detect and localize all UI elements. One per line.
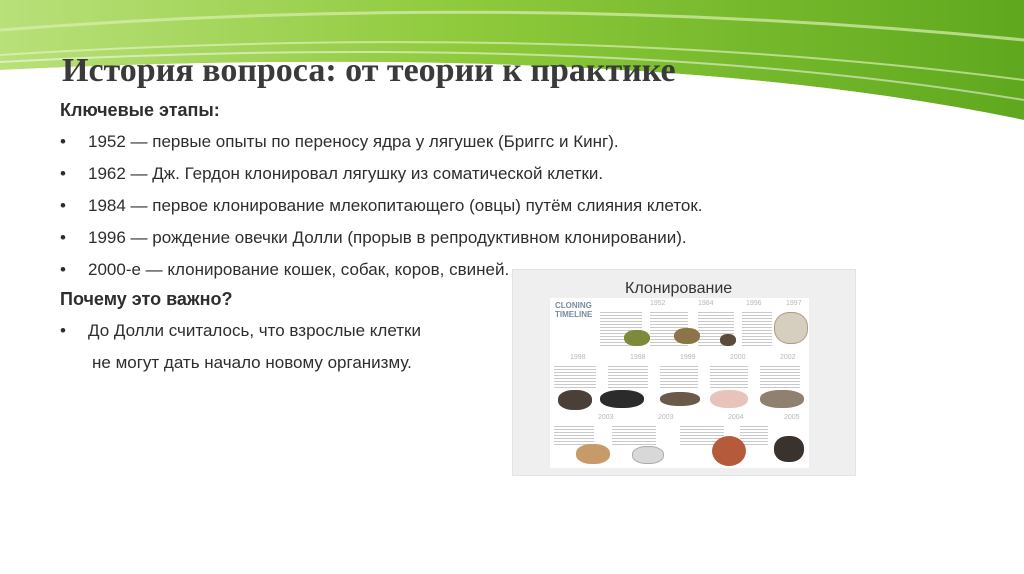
bullet-icon: • — [60, 228, 66, 247]
year-label: 1984 — [698, 300, 714, 307]
why-text-cont: не могут дать начало новому организму. — [92, 353, 412, 372]
year-label: 1996 — [746, 300, 762, 307]
milestone-text: 1996 — рождение овечки Долли (прорыв в репродуктивном клонировании). — [88, 228, 687, 247]
year-label: 1997 — [786, 300, 802, 307]
sheep-image — [774, 312, 808, 344]
year-label: 2000 — [730, 354, 746, 361]
list-item — [60, 131, 820, 153]
pigs-image — [710, 390, 748, 408]
milestone-text: 1962 — Дж. Гердон клонировал лягушку из соматической клетки. — [88, 164, 604, 183]
horse-image — [576, 444, 610, 464]
bullet-icon: • — [60, 164, 66, 183]
key-stages-heading: Ключевые этапы: — [60, 100, 220, 120]
timeline-text — [742, 310, 772, 348]
timeline-text — [710, 364, 748, 388]
timeline-graphic — [550, 298, 809, 468]
year-label: 2004 — [728, 414, 744, 421]
milestone-text: 1952 — первые опыты по переносу ядра у лягушек (Бриггс и Кинг). — [88, 132, 619, 151]
cows-image — [600, 390, 644, 408]
dog-image — [774, 436, 804, 462]
year-label: 1999 — [680, 354, 696, 361]
year-label: 1952 — [650, 300, 666, 307]
year-label: 2003 — [598, 414, 614, 421]
cat-image — [760, 390, 804, 408]
year-label: 2003 — [658, 414, 674, 421]
milestone-text: 2000-е — клонирование кошек, собак, коров, свиней. — [88, 260, 510, 279]
figure-title: Клонирование — [625, 280, 733, 297]
why-text: До Долли считалось, что взрослые клетки — [88, 321, 421, 340]
timeline-text — [554, 364, 596, 388]
bullet-icon: • — [60, 132, 66, 151]
dish-image — [712, 436, 746, 466]
timeline-text — [760, 364, 800, 388]
year-label: 1998 — [570, 354, 586, 361]
goats-image — [660, 392, 700, 406]
bullet-icon: • — [60, 196, 66, 215]
frog-image — [624, 330, 650, 346]
timeline-text — [608, 364, 648, 388]
milestone-text: 1984 — первое клонирование млекопитающего (овцы) путём слияния клеток. — [88, 196, 703, 215]
list-item — [60, 195, 820, 217]
why-heading: Почему это важно? — [60, 289, 233, 309]
list-item — [60, 163, 820, 185]
animal-image — [558, 390, 592, 410]
list-item — [60, 227, 820, 249]
timeline-text — [612, 424, 656, 446]
timeline-label: CLONING TIMELINE — [555, 301, 593, 319]
year-label: 2002 — [780, 354, 796, 361]
rat-image — [632, 446, 664, 464]
mouse-image — [720, 334, 736, 346]
bullet-icon: • — [60, 321, 66, 340]
slide-title: История вопроса: от теории к практике — [62, 52, 676, 89]
cloning-timeline-image — [512, 269, 856, 476]
timeline-text — [740, 424, 768, 446]
milestones-list — [60, 131, 820, 281]
year-label: 2005 — [784, 414, 800, 421]
bullet-icon: • — [60, 260, 66, 279]
timeline-text — [660, 364, 698, 388]
fish-image — [674, 328, 700, 344]
year-label: 1998 — [630, 354, 646, 361]
timeline-text — [554, 424, 594, 446]
